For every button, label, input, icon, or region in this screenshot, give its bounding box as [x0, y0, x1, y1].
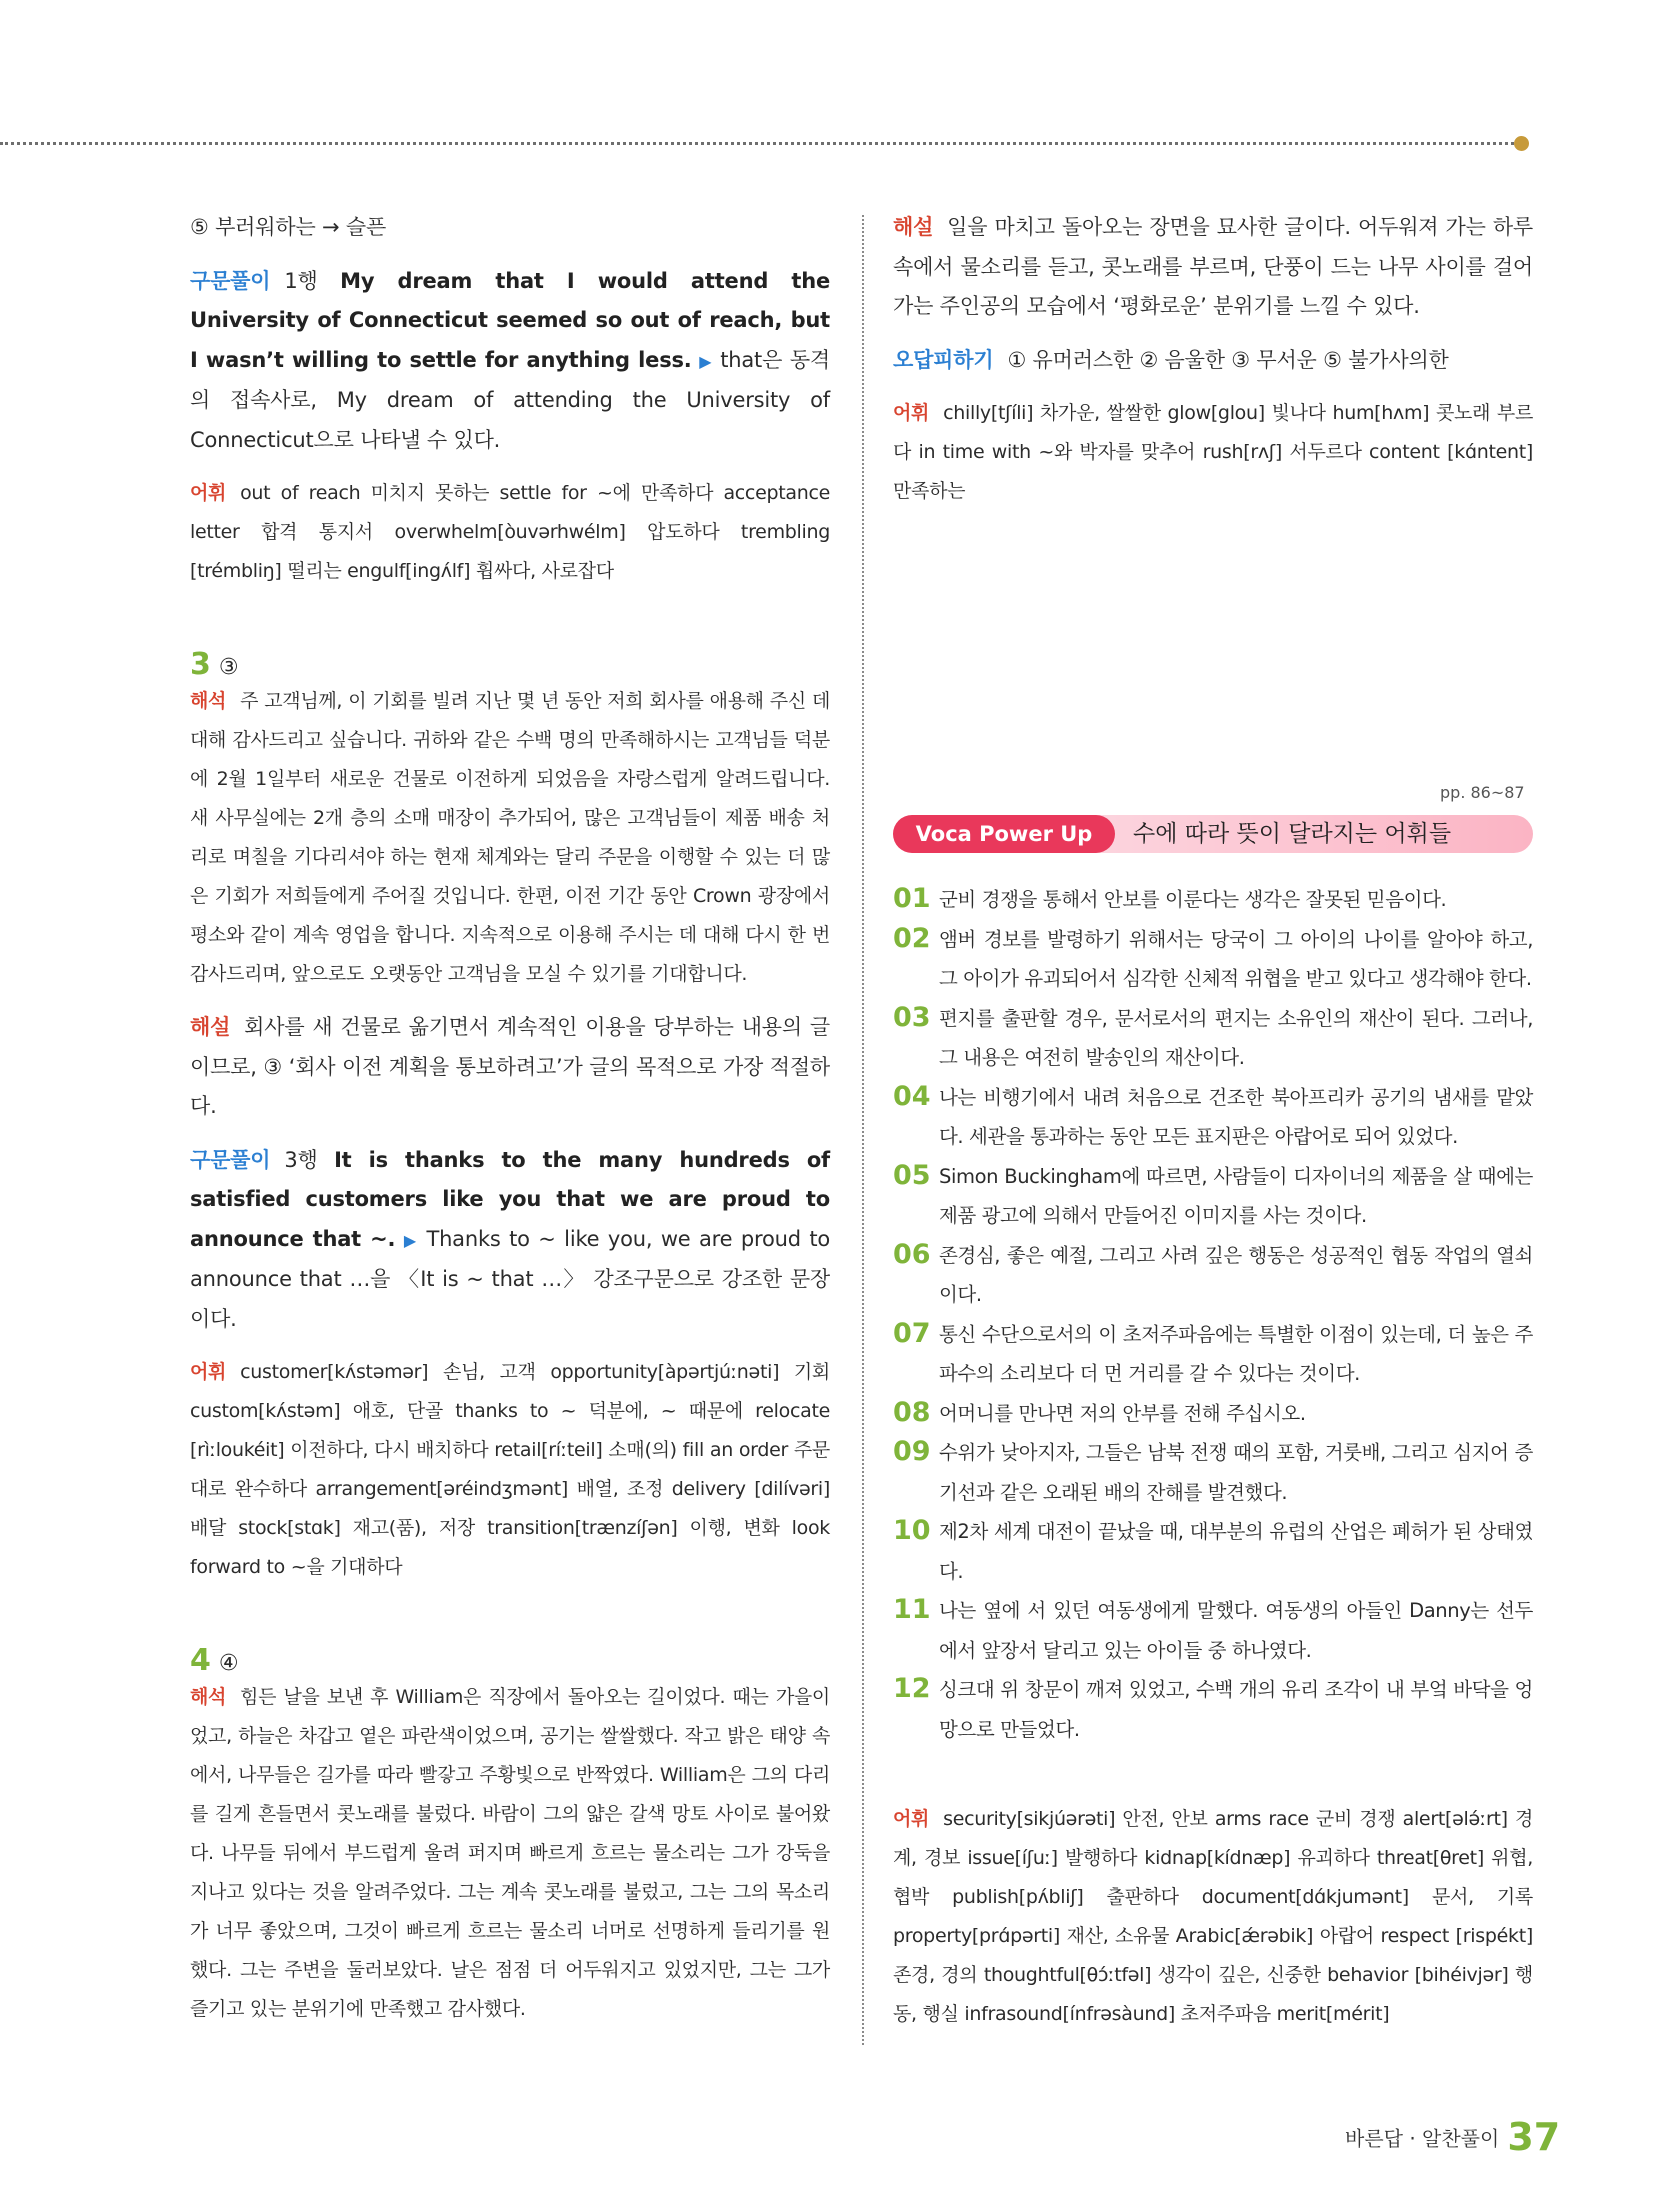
q4-explanation: [893, 208, 1533, 327]
grammar-label: 구문풀이: [190, 268, 271, 293]
voca-item-text: 군비 경쟁을 통해서 안보를 이룬다는 생각은 잘못된 믿음이다.: [939, 888, 1447, 911]
voca-item-text: 통신 수단으로서의 이 초저주파음에는 특별한 이점이 있는데, 더 높은 주파수의 소리보다 더 먼 거리를 갈 수 있다는 것이다.: [939, 1322, 1533, 1385]
grammar-explanation: that은 동격의 접속사로, My dream of attending the University of Connecticut으로 나타낼 수 있다.: [190, 347, 830, 452]
voca-item: [893, 1394, 1533, 1434]
voca-item-number: 03: [893, 1001, 931, 1033]
voca-item-number: 12: [893, 1673, 931, 1704]
explanation-label: 해설: [893, 215, 934, 239]
vocab-text: customer[kʌ́stəmər] 손님, 고객 opportunity[àpərtjúːnəti] 기회 custom[kʌ́stəm] 애호, 단골 thanks to ~ 덕분에, ~ 때문에 relocate [rìːloukéit] 이전하다, 다시 배치하다 retail[ríːteil] 소매(의) fill an order 주문대로 완수하다 arrangement[əréindʒmənt] 배열, 조정 delivery [dilívəri] 배달 stock[stɑk] 재고(품), 저장 transition[trænzíʃən] 이행, 변화 look forward to ~을 기대하다: [190, 1361, 830, 1578]
q3-grammar-note: [190, 1141, 830, 1340]
q4-vocab-note: [893, 394, 1533, 511]
voca-item-number: 04: [893, 1080, 931, 1112]
voca-item-number: 07: [893, 1317, 931, 1349]
q3-explanation: [190, 1008, 830, 1127]
voca-item: [893, 880, 1533, 920]
vocab-text: out of reach 미치지 못하는 settle for ~에 만족하다 acceptance letter 합격 통지서 overwhelm[òuvərhwélm] 압도하다 trembling [trémbliŋ] 떨리는 engulf[ingʌ́lf] 휩싸다, 사로잡다: [190, 482, 830, 582]
voca-item-number: 06: [893, 1238, 931, 1270]
voca-item-number: 09: [893, 1436, 931, 1467]
page-footer: [1345, 2115, 1560, 2159]
triangle-arrow-icon: ▶: [403, 1230, 418, 1250]
wrong-answer-text: ① 유머러스한 ② 음울한 ③ 무서운 ⑤ 불가사의한: [1007, 347, 1449, 372]
question-4-header: [190, 1643, 830, 1678]
voca-item: [893, 1157, 1533, 1236]
voca-item-number: 01: [893, 883, 931, 914]
voca-item-number: 10: [893, 1515, 931, 1546]
vocab-label: 어휘: [190, 482, 227, 504]
voca-item: [893, 1315, 1533, 1394]
question-number: 4: [190, 1643, 211, 1678]
explanation-text: 회사를 새 건물로 옮기면서 계속적인 이용을 당부하는 내용의 글이므로, ③ ‘회사 이전 계획을 통보하려고’가 글의 목적으로 가장 적절하다.: [190, 1015, 830, 1118]
voca-item-text: 나는 옆에 서 있던 여동생에게 말했다. 여동생의 아들인 Danny는 선두에서 앞장서 달리고 있는 아이들 중 하나였다.: [939, 1599, 1533, 1662]
voca-item: [893, 1512, 1533, 1591]
voca-item-text: 편지를 출판할 경우, 문서로서의 편지는 소유인의 재산이 된다. 그러나, 그 내용은 여전히 발송인의 재산이다.: [939, 1006, 1533, 1069]
voca-item-text: 어머니를 만나면 저의 안부를 전해 주십시오.: [939, 1401, 1306, 1425]
line-ref: 1행: [284, 268, 318, 293]
translation-text: 힘든 날을 보낸 후 William은 직장에서 돌아오는 길이었다. 때는 가을이었고, 하늘은 차갑고 옅은 파란색이었으며, 공기는 쌀쌀했다. 작고 밝은 태양 속에서, 나무들은 길가를 따라 빨갛고 주황빛으로 반짝였다. William은 그의 다리를 길게 흔들면서 콧노래를 불렀다. 바람이 그의 얇은 갈색 망토 사이로 불어왔다. 나무들 뒤에서 부드럽게 울려 퍼지며 빠르게 흐르는 물소리는 그가 강둑을 지나고 있다는 것을 알려주었다. 그는 계속 콧노래를 불렀고, 그는 그의 목소리가 너무 좋았으며, 그것이 빠르게 흐르는 물소리 너머로 선명하게 들리기를 원했다. 그는 주변을 둘러보았다. 날은 점점 더 어두워지고 있었지만, 그는 그가 즐기고 있는 분위기에 만족했고 감사했다.: [190, 1686, 830, 2020]
voca-item-text: 앰버 경보를 발령하기 위해서는 당국이 그 아이의 나이를 알아야 하고, 그 아이가 유괴되어서 심각한 신체적 위협을 받고 있다고 생각해야 한다.: [939, 927, 1533, 990]
voca-item-text: Simon Buckingham에 따르면, 사람들이 디자이너의 제품을 살 때에는 제품 광고에 의해서 만들어진 이미지를 사는 것이다.: [939, 1164, 1533, 1227]
question-answer: ③: [218, 655, 239, 680]
triangle-arrow-icon: ▶: [699, 351, 713, 371]
explanation-text: 일을 마치고 돌아오는 장면을 묘사한 글이다. 어두워져 가는 하루 속에서 물소리를 듣고, 콧노래를 부르며, 단풍이 드는 나무 사이를 걸어가는 주인공의 모습에서 ‘평화로운’ 분위기를 느낄 수 있다.: [893, 215, 1533, 318]
vocab-note-1: [190, 474, 830, 591]
translation-text: 주 고객님께, 이 기회를 빌려 지난 몇 년 동안 저희 회사를 애용해 주신 데 대해 감사드리고 싶습니다. 귀하와 같은 수백 명의 만족해하시는 고객님들 덕분에 2월 1일부터 새로운 건물로 이전하게 되었음을 자랑스럽게 알려드립니다. 새 사무실에는 2개 층의 소매 매장이 추가되어, 많은 고객님들이 제품 배송 처리로 며칠을 기다리셔야 하는 현재 체계와는 달리 주문을 이행할 수 있는 더 많은 기회가 저희들에게 주어질 것입니다. 한편, 이전 기간 동안 Crown 광장에서 평소와 같이 계속 영업을 합니다. 지속적으로 이용해 주시는 데 대해 다시 한 번 감사드리며, 앞으로도 오랫동안 고객님을 모실 수 있기를 기대합니다.: [190, 690, 830, 985]
voca-item-number: 11: [893, 1594, 931, 1625]
left-column: [190, 208, 830, 2029]
grammar-note-1: [190, 262, 830, 461]
grammar-sentence: My dream that I would attend the University of Connecticut seemed so out of reach, but I wasn’t willing to settle for anything less.: [190, 268, 830, 372]
voca-item: [893, 1591, 1533, 1670]
voca-item-text: 나는 비행기에서 내려 처음으로 건조한 북아프리카 공기의 냄새를 맡았다. 세관을 통과하는 동안 모든 표지판은 아랍어로 되어 있었다.: [939, 1085, 1533, 1148]
top-dotted-rule: [0, 142, 1520, 145]
voca-item-text: 싱크대 위 창문이 깨져 있었고, 수백 개의 유리 조각이 내 부엌 바닥을 엉망으로 만들었다.: [939, 1678, 1533, 1741]
translation-label: 해석: [190, 690, 227, 712]
voca-item-text: 존경심, 좋은 예절, 그리고 사려 깊은 행동은 성공적인 협동 작업의 열쇠이다.: [939, 1243, 1533, 1306]
voca-vocab-box: [893, 1800, 1533, 2034]
page-number: 37: [1507, 2115, 1561, 2159]
vocab-label: 어휘: [893, 402, 930, 424]
q3-vocab-note: [190, 1353, 830, 1587]
voca-item: [893, 920, 1533, 999]
q4-wrong-answers: [893, 341, 1533, 381]
question-number: 3: [190, 647, 211, 682]
page-range: pp. 86~87: [1440, 783, 1525, 802]
voca-item-number: 02: [893, 922, 931, 954]
choice-5-line: ⑤ 부러워하는 → 슬픈: [190, 215, 387, 239]
grammar-label: 구문풀이: [190, 1147, 271, 1172]
voca-power-up-pill: Voca Power Up: [893, 815, 1115, 853]
voca-list: [893, 880, 1533, 1749]
question-3-header: [190, 647, 830, 682]
voca-item: [893, 999, 1533, 1078]
voca-item: [893, 1236, 1533, 1315]
column-divider: [862, 215, 864, 2045]
footer-book-title: 바른답 · 알찬풀이: [1345, 2126, 1500, 2151]
q4-translation: [190, 1678, 830, 2029]
question-answer: ④: [218, 1651, 239, 1676]
voca-item: [893, 1670, 1533, 1749]
vocab-text: chilly[tʃíli] 차가운, 쌀쌀한 glow[glou] 빛나다 hum[hʌm] 콧노래 부르다 in time with ~와 박자를 맞추어 rush[rʌʃ] 서두르다 content [kɑ́ntent] 만족하는: [893, 402, 1533, 502]
grammar-sentence: It is thanks to the many hundreds of satisfied customers like you that we are proud to announce that ~.: [190, 1147, 830, 1251]
top-rule-dot: [1514, 136, 1529, 151]
voca-item-text: 수위가 낮아지자, 그들은 남북 전쟁 때의 포함, 거룻배, 그리고 심지어 증기선과 같은 오래된 배의 잔해를 발견했다.: [939, 1441, 1533, 1504]
vocab-label: 어휘: [190, 1361, 227, 1383]
voca-item: [893, 1433, 1533, 1512]
translation-label: 해석: [190, 1686, 227, 1708]
q3-translation: [190, 682, 830, 994]
voca-power-up-banner: [893, 815, 1533, 853]
voca-item-number: 05: [893, 1159, 931, 1191]
voca-item-number: 08: [893, 1396, 931, 1428]
vocab-label: 어휘: [893, 1808, 930, 1830]
vocab-text: security[sikjúərəti] 안전, 안보 arms race 군비 경쟁 alert[ələ́ːrt] 경계, 경보 issue[íʃuː] 발행하다 kidnap[kídnæp] 유괴하다 threat[θret] 위협, 협박 publish[pʌ́bliʃ] 출판하다 document[dɑ́kjumənt] 문서, 기록 property[prɑ́pərti] 재산, 소유물 Arabic[ǽrəbik] 아랍어 respect [rispékt] 존경, 경의 thoughtful[θɔ́ːtfəl] 생각이 깊은, 신중한 behavior [bihéivjər] 행동, 행실 infrasound[ínfrəsàund] 초저주파음 merit[mérit]: [893, 1808, 1533, 2025]
voca-item-text: 제2차 세계 대전이 끝났을 때, 대부분의 유럽의 산업은 폐허가 된 상태였다.: [939, 1520, 1533, 1583]
wrong-answer-label: 오답피하기: [893, 347, 994, 372]
voca-vocab-note: [893, 1800, 1533, 2034]
voca-item: [893, 1078, 1533, 1157]
right-column: [893, 208, 1533, 511]
explanation-label: 해설: [190, 1015, 231, 1039]
line-ref: 3행: [284, 1147, 318, 1172]
grammar-explanation: Thanks to ~ like you, we are proud to announce that …을 〈It is ~ that …〉 강조구문으로 강조한 문장이다.: [190, 1226, 831, 1331]
voca-section-title: 수에 따라 뜻이 달라지는 어휘들: [1133, 821, 1452, 847]
